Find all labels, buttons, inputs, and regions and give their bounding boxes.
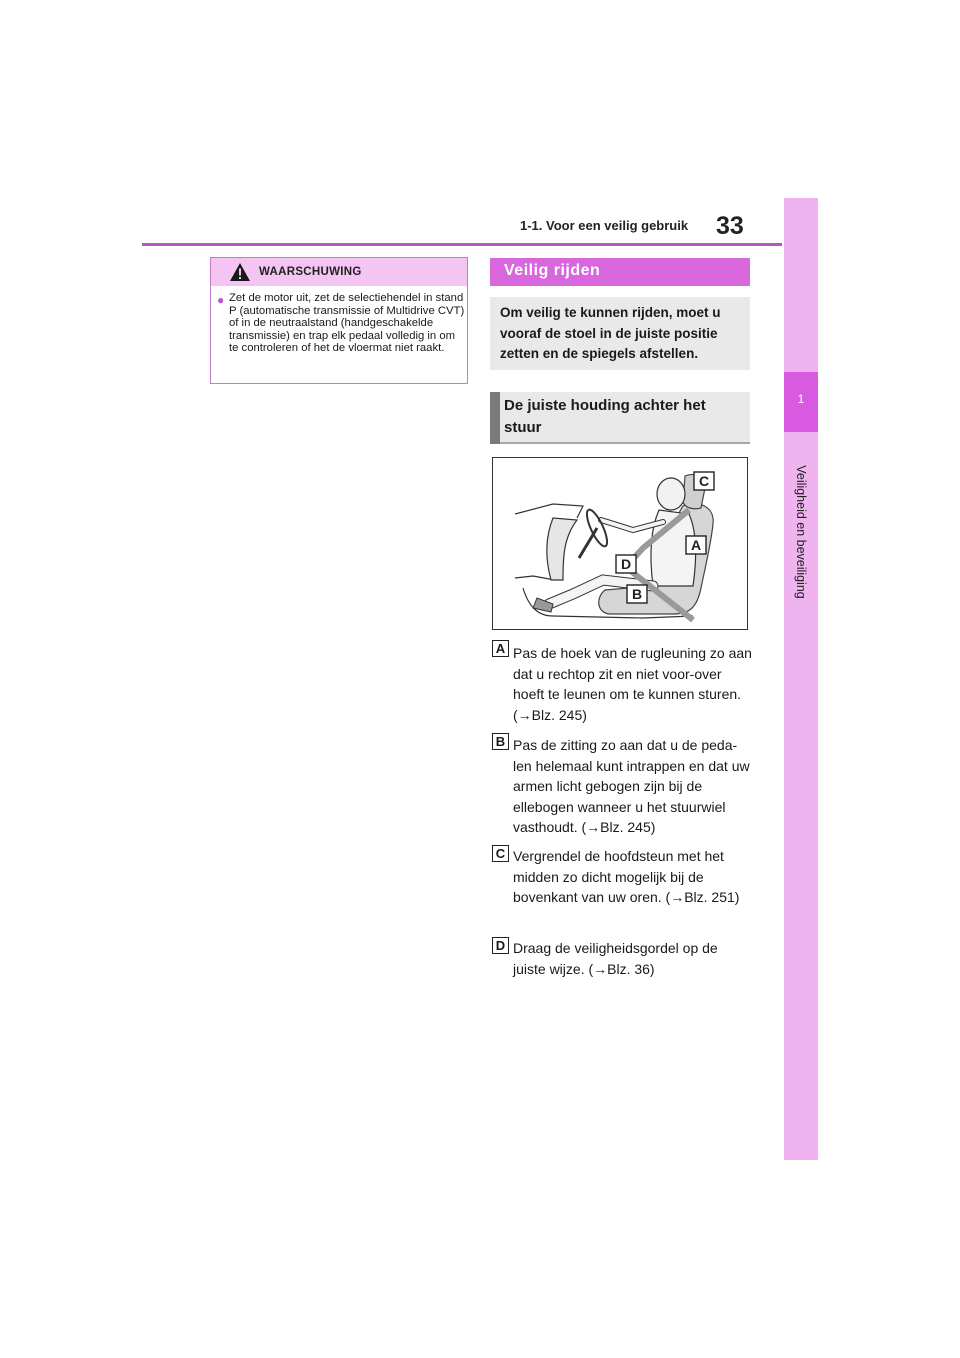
warning-header [211, 258, 467, 286]
section-title: 1-1. Voor een veilig gebruik [520, 218, 689, 233]
section-heading: Veilig rijden [504, 262, 601, 279]
svg-text:B: B [631, 586, 643, 602]
side-tab-chapter-label: Veiligheid en beveiliging [794, 465, 808, 599]
warning-box [210, 257, 468, 384]
item-label-a: A [492, 640, 509, 657]
subheading-box [490, 392, 750, 444]
side-tab-chapter-number: 1 [797, 392, 805, 406]
warning-text: Zet de motor uit, zet de selectiehendel in stand P (automatische transmissie of Multidrive CVT) of in de neutraalstand (handgeschakelde transmissie) en trap elk pedaal volledig in om te controleren of het de vloermat niet raakt. [229, 292, 465, 355]
warning-triangle-icon [229, 262, 251, 282]
item-text-c: Vergrendel de hoofdsteun met het midden zo dicht mogelijk bij de bovenkant van uw oren. (→Blz. 251) [513, 848, 740, 905]
side-tab [784, 198, 818, 1160]
warning-title: WAARSCHUWING [259, 266, 362, 278]
subheading-text: De juiste houding achter het stuur [504, 397, 706, 436]
item-text-d: Draag de veiligheidsgordel op de juiste wijze. (→Blz. 36) [513, 940, 718, 977]
page-number: 33 [716, 212, 744, 240]
item-text-a: Pas de hoek van de rugleuning zo aan dat u rechtop zit en niet voor-over hoeft te leunen om te kunnen sturen. (→Blz. 245) [513, 645, 752, 723]
subheading-accent [490, 392, 500, 444]
callout-label-a [686, 536, 706, 554]
bullet-icon: ● [217, 293, 225, 307]
item-label-b: B [492, 733, 509, 750]
header-rule [142, 243, 782, 246]
section-heading-bar [490, 258, 750, 286]
item-text-b: Pas de zitting zo aan dat u de peda-len helemaal kunt intrappen en dat uw armen licht gebogen zijn bij de ellebogen wanneer u het stuurwiel vasthoudt. (→Blz. 245) [513, 737, 750, 835]
item-label-c: C [492, 845, 509, 862]
svg-text:A: A [690, 537, 702, 553]
intro-text: Om veilig te kunnen rijden, moet u vooraf de stoel in de juiste positie zetten en de spiegels afstellen. [500, 305, 721, 361]
driving-posture-illustration [492, 457, 748, 630]
intro-box [490, 297, 750, 370]
svg-text:C: C [698, 473, 710, 489]
item-label-d: D [492, 937, 509, 954]
callout-label-d [616, 555, 636, 573]
callout-label-b [627, 585, 647, 603]
callout-label-c [694, 472, 714, 490]
svg-text:D: D [620, 556, 632, 572]
driver-seat-drawing [493, 458, 747, 629]
